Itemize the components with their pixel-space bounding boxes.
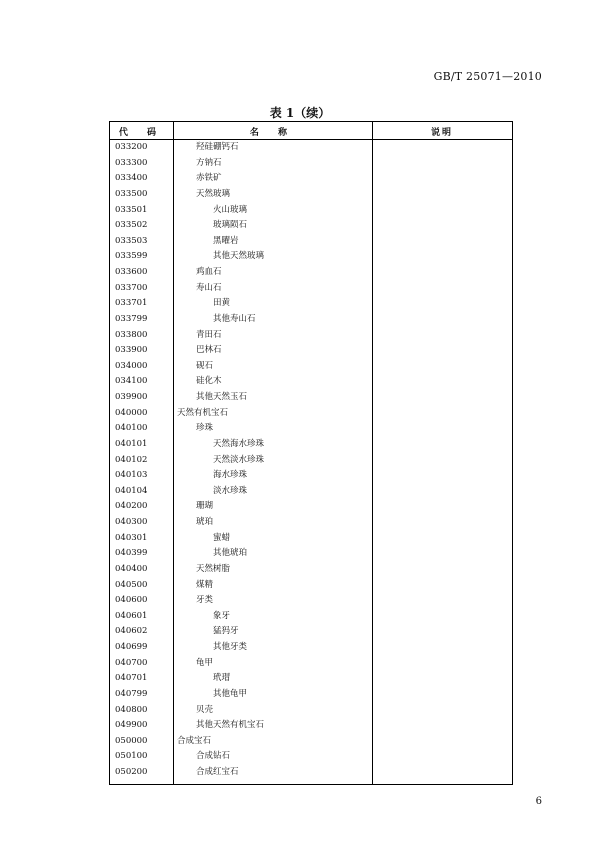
row-code: 040102 <box>115 454 148 465</box>
row-name: 其他琥珀 <box>213 548 248 559</box>
row-code: 033799 <box>115 313 148 324</box>
table-row <box>110 546 512 562</box>
row-name: 砚石 <box>196 360 214 371</box>
row-name: 天然海水珍珠 <box>213 438 265 449</box>
row-code: 040500 <box>115 579 148 590</box>
table-row <box>110 265 512 281</box>
row-code: 039900 <box>115 392 148 402</box>
table-row <box>110 515 512 531</box>
row-name: 合成钻石 <box>196 751 231 762</box>
row-name: 合成宝石 <box>177 735 212 746</box>
row-name: 鸡血石 <box>196 267 222 277</box>
row-code: 033700 <box>115 282 148 293</box>
row-name: 羟硅硼钙石 <box>196 142 239 152</box>
table-row <box>110 453 512 469</box>
row-code: 033400 <box>115 173 148 184</box>
row-code: 033200 <box>115 142 148 152</box>
row-name: 其他天然有机宝石 <box>196 720 265 731</box>
table-row <box>110 703 512 719</box>
column-header-note: 说明 <box>430 128 453 138</box>
row-code: 040101 <box>115 438 148 449</box>
table-row <box>110 249 512 265</box>
table-row <box>110 718 512 734</box>
table-row <box>110 687 512 703</box>
row-code: 040400 <box>115 563 148 574</box>
row-name: 海水珍珠 <box>213 470 248 481</box>
row-name: 田黄 <box>213 298 231 309</box>
row-name: 猛犸牙 <box>213 626 239 637</box>
table-row <box>110 421 512 437</box>
column-header-code: 代 码 <box>118 128 165 138</box>
row-code: 040601 <box>115 610 148 621</box>
row-name: 巴林石 <box>196 345 222 356</box>
row-name: 煤精 <box>196 579 214 590</box>
row-code: 033503 <box>115 235 148 246</box>
table-row <box>110 734 512 750</box>
row-name: 合成红宝石 <box>196 767 239 777</box>
table-row <box>110 328 512 344</box>
row-name: 象牙 <box>213 610 231 621</box>
row-name: 淡水珍珠 <box>213 485 248 496</box>
row-code: 034100 <box>115 376 148 387</box>
table-row <box>110 609 512 625</box>
row-code: 033599 <box>115 251 148 262</box>
row-name: 赤铁矿 <box>196 173 222 184</box>
row-name: 珍珠 <box>196 423 214 434</box>
table-row <box>110 562 512 578</box>
row-name: 黑曜岩 <box>213 235 239 246</box>
row-name: 其他天然玻璃 <box>213 251 265 262</box>
column-header-name: 名 称 <box>249 128 296 138</box>
table-row <box>110 390 512 406</box>
table-row <box>110 671 512 687</box>
table-row <box>110 281 512 297</box>
row-name: 玻璃陨石 <box>213 220 248 231</box>
table-row <box>110 468 512 484</box>
table-row <box>110 593 512 609</box>
row-name: 方钠石 <box>196 157 222 168</box>
row-name: 青田石 <box>196 329 222 340</box>
row-name: 玳瑁 <box>213 673 231 684</box>
table-row <box>110 218 512 234</box>
row-name: 琥珀 <box>196 517 214 527</box>
table-row <box>110 406 512 422</box>
row-code: 050200 <box>115 767 148 777</box>
row-name: 珊瑚 <box>196 501 214 512</box>
row-code: 040701 <box>115 673 148 684</box>
row-name: 其他龟甲 <box>213 688 248 699</box>
row-name: 天然淡水珍珠 <box>213 454 265 465</box>
row-code: 040100 <box>115 423 148 434</box>
table-row <box>110 484 512 500</box>
table-row <box>110 171 512 187</box>
table-title: 表 1（续） <box>269 106 331 120</box>
page-number: 6 <box>535 796 542 807</box>
row-code: 033701 <box>115 298 148 309</box>
row-code: 034000 <box>115 360 148 371</box>
table-row <box>110 749 512 765</box>
data-table <box>109 121 513 785</box>
row-code: 040602 <box>115 626 148 637</box>
row-code: 049900 <box>115 720 148 731</box>
row-name: 硅化木 <box>196 376 222 387</box>
row-code: 033500 <box>115 188 148 199</box>
row-name: 天然玻璃 <box>196 188 231 199</box>
row-code: 033502 <box>115 220 148 231</box>
row-name: 蜜蜡 <box>213 532 231 543</box>
table-row <box>110 140 512 156</box>
table-body <box>110 140 512 781</box>
standard-number: GB/T 25071—2010 <box>433 70 542 83</box>
table-row <box>110 312 512 328</box>
row-name: 寿山石 <box>196 282 222 293</box>
table-row <box>110 203 512 219</box>
table-row <box>110 531 512 547</box>
table-row <box>110 296 512 312</box>
row-code: 040600 <box>115 595 148 606</box>
row-code: 040800 <box>115 704 148 715</box>
table-row <box>110 578 512 594</box>
table-row <box>110 359 512 375</box>
row-name: 牙类 <box>196 595 214 606</box>
row-code: 040700 <box>115 657 148 668</box>
row-code: 033600 <box>115 267 148 277</box>
row-name: 天然树脂 <box>196 563 231 574</box>
row-code: 040799 <box>115 688 148 699</box>
row-name: 贝壳 <box>196 704 214 715</box>
row-code: 050100 <box>115 751 148 762</box>
row-code: 033800 <box>115 329 148 340</box>
row-code: 033900 <box>115 345 148 356</box>
row-code: 040300 <box>115 517 148 527</box>
row-code: 050000 <box>115 735 148 746</box>
table-row <box>110 765 512 781</box>
row-code: 033300 <box>115 157 148 168</box>
table-row <box>110 499 512 515</box>
row-code: 040399 <box>115 548 148 559</box>
row-code: 040104 <box>115 485 148 496</box>
table-row <box>110 343 512 359</box>
row-name: 其他寿山石 <box>213 313 256 324</box>
table-row <box>110 374 512 390</box>
row-code: 040200 <box>115 501 148 512</box>
table-row <box>110 187 512 203</box>
table-row <box>110 640 512 656</box>
row-code: 040103 <box>115 470 148 481</box>
table-row <box>110 156 512 172</box>
row-name: 其他牙类 <box>213 642 248 652</box>
row-code: 040301 <box>115 532 148 543</box>
table-row <box>110 437 512 453</box>
table-row <box>110 624 512 640</box>
row-code: 033501 <box>115 204 148 215</box>
row-name: 龟甲 <box>196 657 214 668</box>
row-code: 040699 <box>115 642 148 652</box>
row-name: 天然有机宝石 <box>177 407 229 418</box>
table-header-row <box>110 122 512 140</box>
row-name: 火山玻璃 <box>213 204 248 215</box>
row-name: 其他天然玉石 <box>196 392 248 402</box>
table-row <box>110 656 512 672</box>
table-row <box>110 234 512 250</box>
row-code: 040000 <box>115 407 148 418</box>
